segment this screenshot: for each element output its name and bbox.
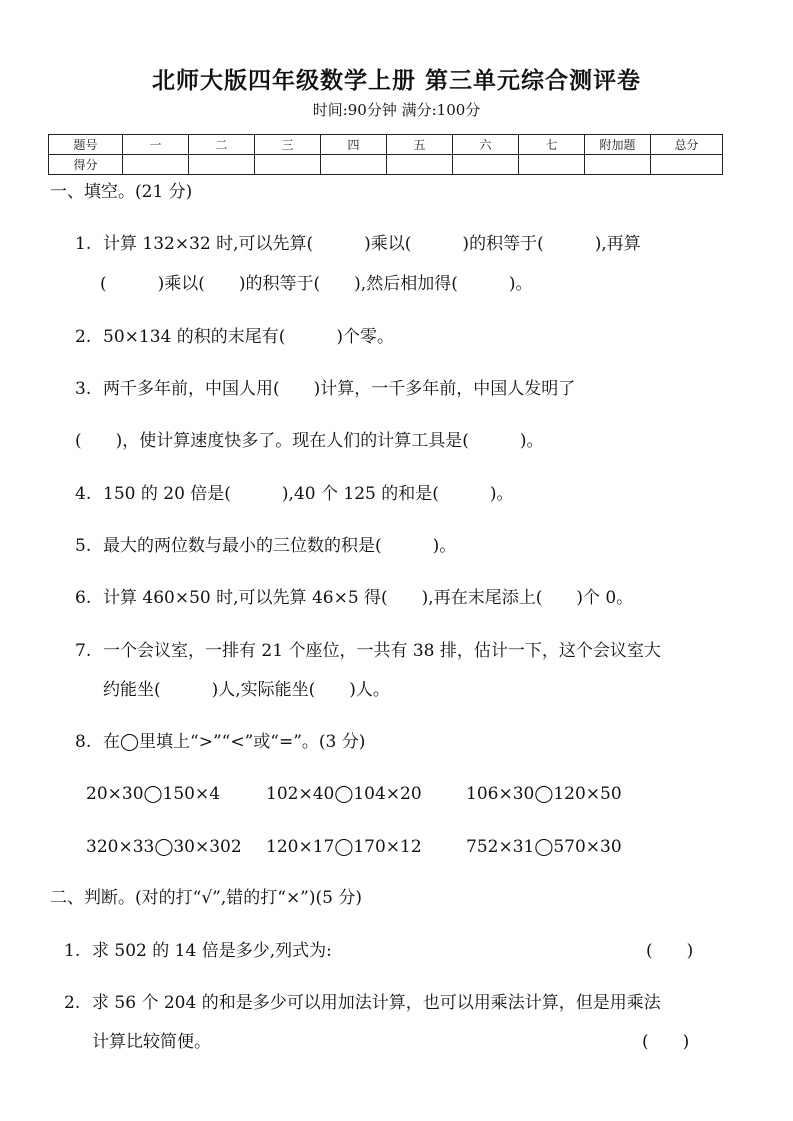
table-cell: 五: [387, 135, 453, 155]
compare-item: 752×31◯570×30: [466, 837, 622, 857]
score-input-cell[interactable]: [651, 155, 723, 175]
question-number: 2.: [75, 327, 92, 347]
question-number: 1.: [64, 941, 81, 961]
score-table: [48, 134, 723, 175]
question-number: 7.: [75, 641, 92, 661]
table-cell: 三: [255, 135, 321, 155]
question-text: 两千多年前，中国人用( )计算，一千多年前，中国人发明了: [103, 379, 576, 399]
question-1-line-1: [75, 232, 641, 256]
question-text: 150 的 20 倍是( ),40 个 125 的和是( )。: [103, 484, 514, 504]
compare-item: 102×40◯104×20: [266, 784, 422, 804]
question-1-line-2: ( )乘以( )的积等于( ),然后相加得( )。: [100, 274, 533, 294]
table-cell: 七: [519, 135, 585, 155]
answer-blank[interactable]: ( ): [642, 1032, 690, 1052]
question-text: 50×134 的积的末尾有( )个零。: [103, 327, 394, 347]
question-number: 6.: [75, 588, 92, 608]
question-number: 8.: [75, 732, 92, 752]
question-7-line-1: [75, 639, 661, 663]
question-number: 5.: [75, 536, 92, 556]
question-number: 1.: [75, 234, 92, 254]
question-8: [75, 730, 365, 754]
score-table-header-row: [49, 135, 723, 155]
compare-item: 20×30◯150×4: [86, 784, 221, 804]
table-cell: 六: [453, 135, 519, 155]
section-heading-true-false: 二、判断。(对的打“√”,错的打“×”)(5 分): [50, 888, 362, 908]
compare-item: 106×30◯120×50: [466, 784, 622, 804]
question-text: 计算 132×32 时,可以先算( )乘以( )的积等于( ),再算: [103, 234, 641, 254]
judge-question-2-line-2: 计算比较简便。: [92, 1032, 211, 1052]
question-text: 求 502 的 14 倍是多少,列式为:: [92, 941, 332, 961]
question-text: 最大的两位数与最小的三位数的积是( )。: [103, 536, 457, 556]
table-cell: 二: [189, 135, 255, 155]
score-input-cell[interactable]: [585, 155, 651, 175]
table-cell: 附加题: [585, 135, 651, 155]
question-7-line-2: 约能坐( )人,实际能坐( )人。: [103, 680, 390, 700]
table-cell: 总分: [651, 135, 723, 155]
question-4: [75, 482, 514, 506]
question-number: 2.: [64, 993, 81, 1013]
question-text: 一个会议室，一排有 21 个座位，一共有 38 排，估计一下，这个会议室大: [103, 641, 661, 661]
question-text: 计算 460×50 时,可以先算 46×5 得( ),再在末尾添上( )个 0。: [103, 588, 634, 608]
judge-question-2-line-1: [64, 991, 661, 1015]
score-input-cell[interactable]: [123, 155, 189, 175]
answer-blank[interactable]: ( ): [646, 941, 694, 961]
question-text: 求 56 个 204 的和是多少可以用加法计算，也可以用乘法计算，但是用乘法: [92, 993, 661, 1013]
compare-item: 320×33◯30×302: [86, 837, 242, 857]
question-6: [75, 586, 633, 610]
question-text: 在◯里填上“>”“<”或“=”。(3 分): [103, 732, 366, 752]
score-input-cell[interactable]: [453, 155, 519, 175]
table-cell: 四: [321, 135, 387, 155]
table-cell: 得分: [49, 155, 123, 175]
table-cell: 题号: [49, 135, 123, 155]
question-3-line-2: ( )，使计算速度快多了。现在人们的计算工具是( )。: [75, 431, 544, 451]
table-cell: 一: [123, 135, 189, 155]
score-input-cell[interactable]: [387, 155, 453, 175]
score-input-cell[interactable]: [189, 155, 255, 175]
question-2: [75, 325, 394, 349]
question-3-line-1: [75, 377, 575, 401]
score-input-cell[interactable]: [321, 155, 387, 175]
question-5: [75, 534, 456, 558]
section-heading-fill-blank: 一、填空。(21 分): [50, 182, 193, 202]
exam-time-score: 时间:90分钟 满分:100分: [312, 101, 481, 119]
page-title: 北师大版四年级数学上册 第三单元综合测评卷: [151, 68, 641, 94]
compare-item: 120×17◯170×12: [266, 837, 422, 857]
score-table-score-row: [49, 155, 723, 175]
question-number: 3.: [75, 379, 92, 399]
score-input-cell[interactable]: [519, 155, 585, 175]
score-input-cell[interactable]: [255, 155, 321, 175]
question-number: 4.: [75, 484, 92, 504]
judge-question-1: [64, 939, 332, 963]
